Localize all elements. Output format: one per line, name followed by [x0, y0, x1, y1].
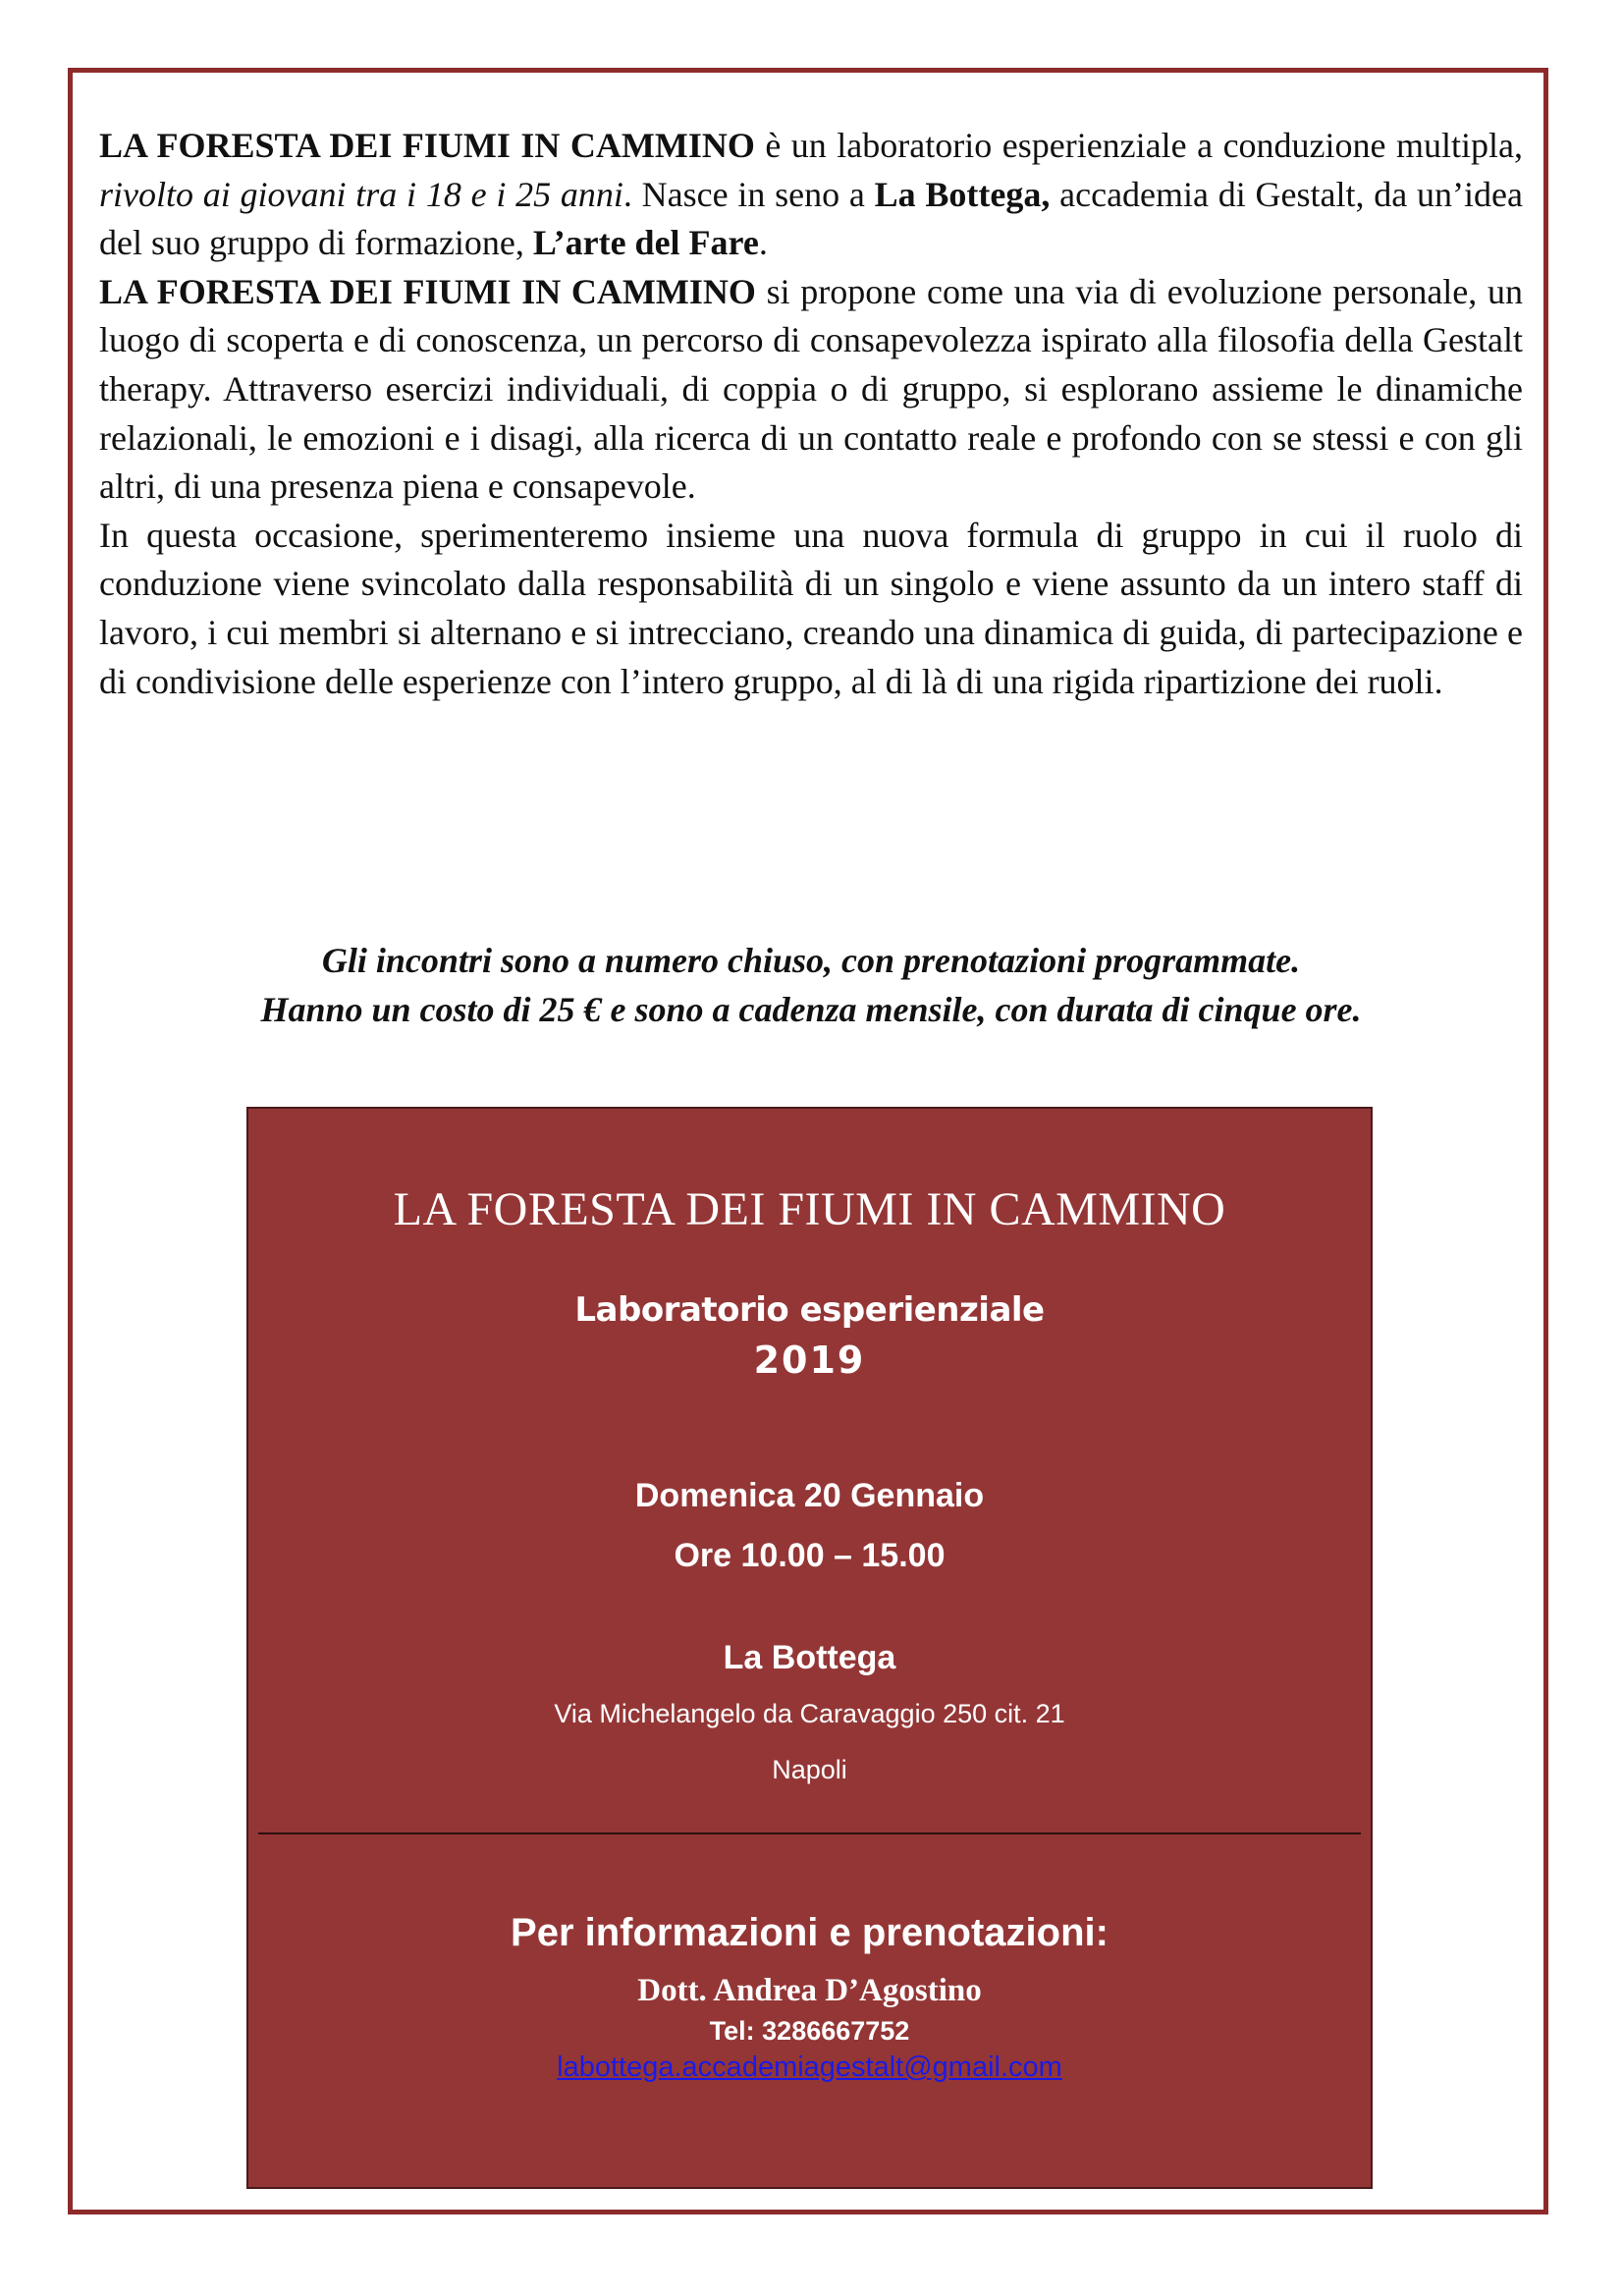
intro-paragraph-1: [99, 122, 1523, 268]
intro-title-bold: LA FORESTA DEI FIUMI IN CAMMINO: [99, 126, 755, 165]
event-place: La Bottega: [723, 1639, 896, 1676]
intro-paragraph-2: [99, 268, 1523, 512]
intro-bottega-bold: La Bottega,: [874, 174, 1051, 214]
intro-text-segment: accademia di Gestalt, da un’idea del suo gruppo di formazione,: [99, 174, 1523, 263]
intro-text-segment: .: [758, 223, 768, 263]
event-subtitle: Laboratorio esperienziale: [574, 1290, 1045, 1330]
event-year: 2019: [753, 1339, 866, 1382]
notice-line-1: Gli incontri sono a numero chiuso, con prenotazioni programmate.: [321, 941, 1301, 980]
intro-arte-bold: L’arte del Fare: [532, 223, 759, 263]
event-title: LA FORESTA DEI FIUMI IN CAMMINO: [393, 1183, 1226, 1235]
intro-text-segment: . Nasce in seno a: [622, 174, 875, 214]
contact-phone: Tel: 3286667752: [709, 2016, 910, 2046]
intro-text-segment: è un laboratorio esperienziale a conduzione multipla,: [754, 126, 1523, 165]
contact-name: Dott. Andrea D’Agostino: [637, 1973, 982, 2008]
email-link[interactable]: labottega.accademiagestalt@gmail.com: [557, 2051, 1062, 2083]
event-city: Napoli: [772, 1755, 847, 1784]
contact-email: [248, 2051, 1371, 2084]
event-box: [246, 1107, 1373, 2189]
intro-paragraph-3: In questa occasione, sperimenteremo insieme una nuova formula di gruppo in cui il ruolo di conduzione viene svincolato dalla responsabilità di un singolo e viene assunto da un intero staff di lavoro, i cui membri si alternano e si intrecciano, creando una dinamica di guida, di partecipazione e di condivisione delle esperienze con l’intero gruppo, al di là di una rigida ripartizione dei ruoli.: [99, 515, 1523, 701]
intro-text: [99, 122, 1523, 706]
event-address: Via Michelangelo da Caravaggio 250 cit. 21: [554, 1699, 1065, 1728]
intro-title-bold: LA FORESTA DEI FIUMI IN CAMMINO: [99, 271, 756, 311]
info-heading: Per informazioni e prenotazioni:: [511, 1911, 1109, 1954]
booking-notice: [99, 936, 1523, 1034]
event-time: Ore 10.00 – 15.00: [674, 1537, 946, 1574]
intro-age-range: rivolto ai giovani tra i 18 e i 25 anni: [99, 174, 623, 214]
notice-line-2: Hanno un costo di 25 € e sono a cadenza mensile, con durata di cinque ore.: [260, 990, 1362, 1029]
intro-text-segment: si propone come una via di evoluzione personale, un luogo di scoperta e di conoscenza, un percorso di consapevolezza ispirato alla filosofia della Gestalt therapy. Attraverso esercizi individuali, di coppia o di gruppo, si esplorano assieme le dinamiche relazionali, le emozioni e i disagi, alla ricerca di un contatto reale e profondo con se stessi e con gli altri, di una presenza piena e consapevole.: [99, 271, 1523, 507]
event-date: Domenica 20 Gennaio: [634, 1477, 985, 1514]
box-divider: [258, 1832, 1361, 1834]
